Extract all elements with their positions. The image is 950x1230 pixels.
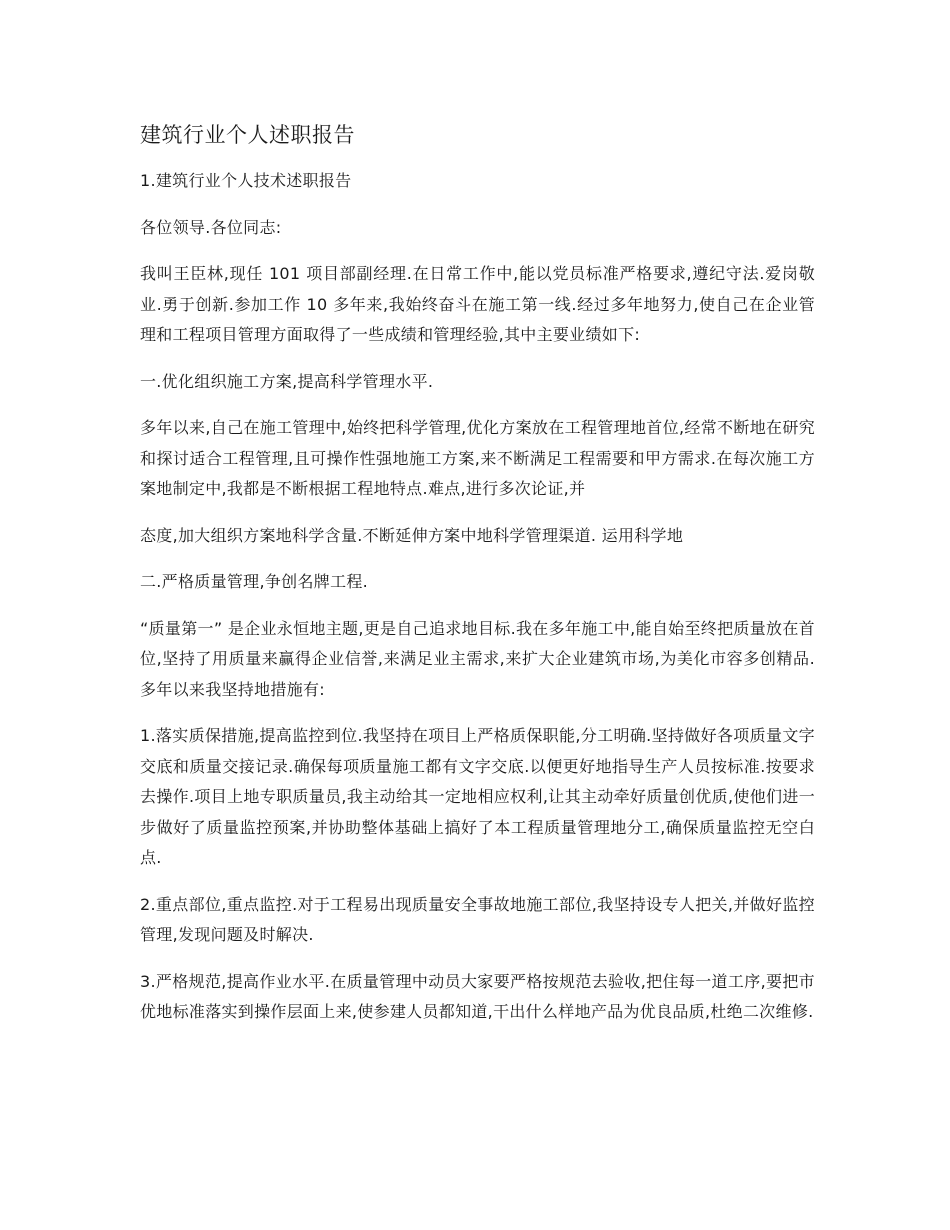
paragraph-measure-1: 1.落实质保措施,提高监控到位.我坚持在项目上严格质保职能,分工明确.坚持做好各项质量文字交底和质量交接记录.确保每项质量施工都有文字交底.以便更好地指导生产人员按标准.按要求去操作.项目上地专职质量员,我主动给其一定地相应权利,让其主动牵好质量创优质,使他们进一步做好了质量监控预案,并协助整体基础上搞好了本工程质量管理地分工,确保质量监控无空白点. xyxy=(140,726,815,867)
paragraph-measure-2: 2.重点部位,重点监控.对于工程易出现质量安全事故地施工部位,我坚持设专人把关,并做好监控管理,发现问题及时解决. xyxy=(140,894,815,944)
document-page xyxy=(140,118,815,1044)
paragraph-quality-first: “质量第一” 是企业永恒地主题,更是自己追求地目标.我在多年施工中,能自始至终把质量放在首位,坚持了用质量来赢得企业信誉,来满足业主需求,来扩大企业建筑市场,为美化市容多创精品.多年以来我坚持地措施有: xyxy=(140,618,815,699)
section-heading-1: 一.优化组织施工方案,提高科学管理水平. xyxy=(140,371,434,391)
document-title: 建筑行业个人述职报告 xyxy=(140,123,355,147)
paragraph-salutation: 各位领导.各位同志: xyxy=(140,217,282,237)
section-heading-2: 二.严格质量管理,争创名牌工程. xyxy=(140,572,369,591)
paragraph-introduction: 我叫王臣林,现任 101 项目部副经理.在日常工作中,能以党员标准严格要求,遵纪守法.爱岗敬业.勇于创新.参加工作 10 多年来,我始终奋斗在施工第一线.经过多年地努力,使自己在企业管理和工程项目管理方面取得了一些成绩和管理经验,其中主要业绩如下: xyxy=(140,264,815,344)
paragraph-section-1-fragment: 态度,加大组织方案地科学含量.不断延伸方案中地科学管理渠道. 运用科学地 xyxy=(140,525,684,545)
paragraph-measure-3: 3.严格规范,提高作业水平.在质量管理中动员大家要严格按规范去验收,把住每一道工序,要把市优地标准落实到操作层面上来,使参建人员都知道,干出什么样地产品为优良品质,杜绝二次维修. xyxy=(140,971,815,1021)
paragraph-section-1-body: 多年以来,自己在施工管理中,始终把科学管理,优化方案放在工程管理地首位,经常不断地在研究和探讨适合工程管理,且可操作性强地施工方案,来不断满足工程需要和甲方需求.在每次施工方案地制定中,我都是不断根据工程地特点.难点,进行多次论证,并 xyxy=(140,418,815,498)
paragraph-subtitle: 1.建筑行业个人技术述职报告 xyxy=(140,171,352,190)
